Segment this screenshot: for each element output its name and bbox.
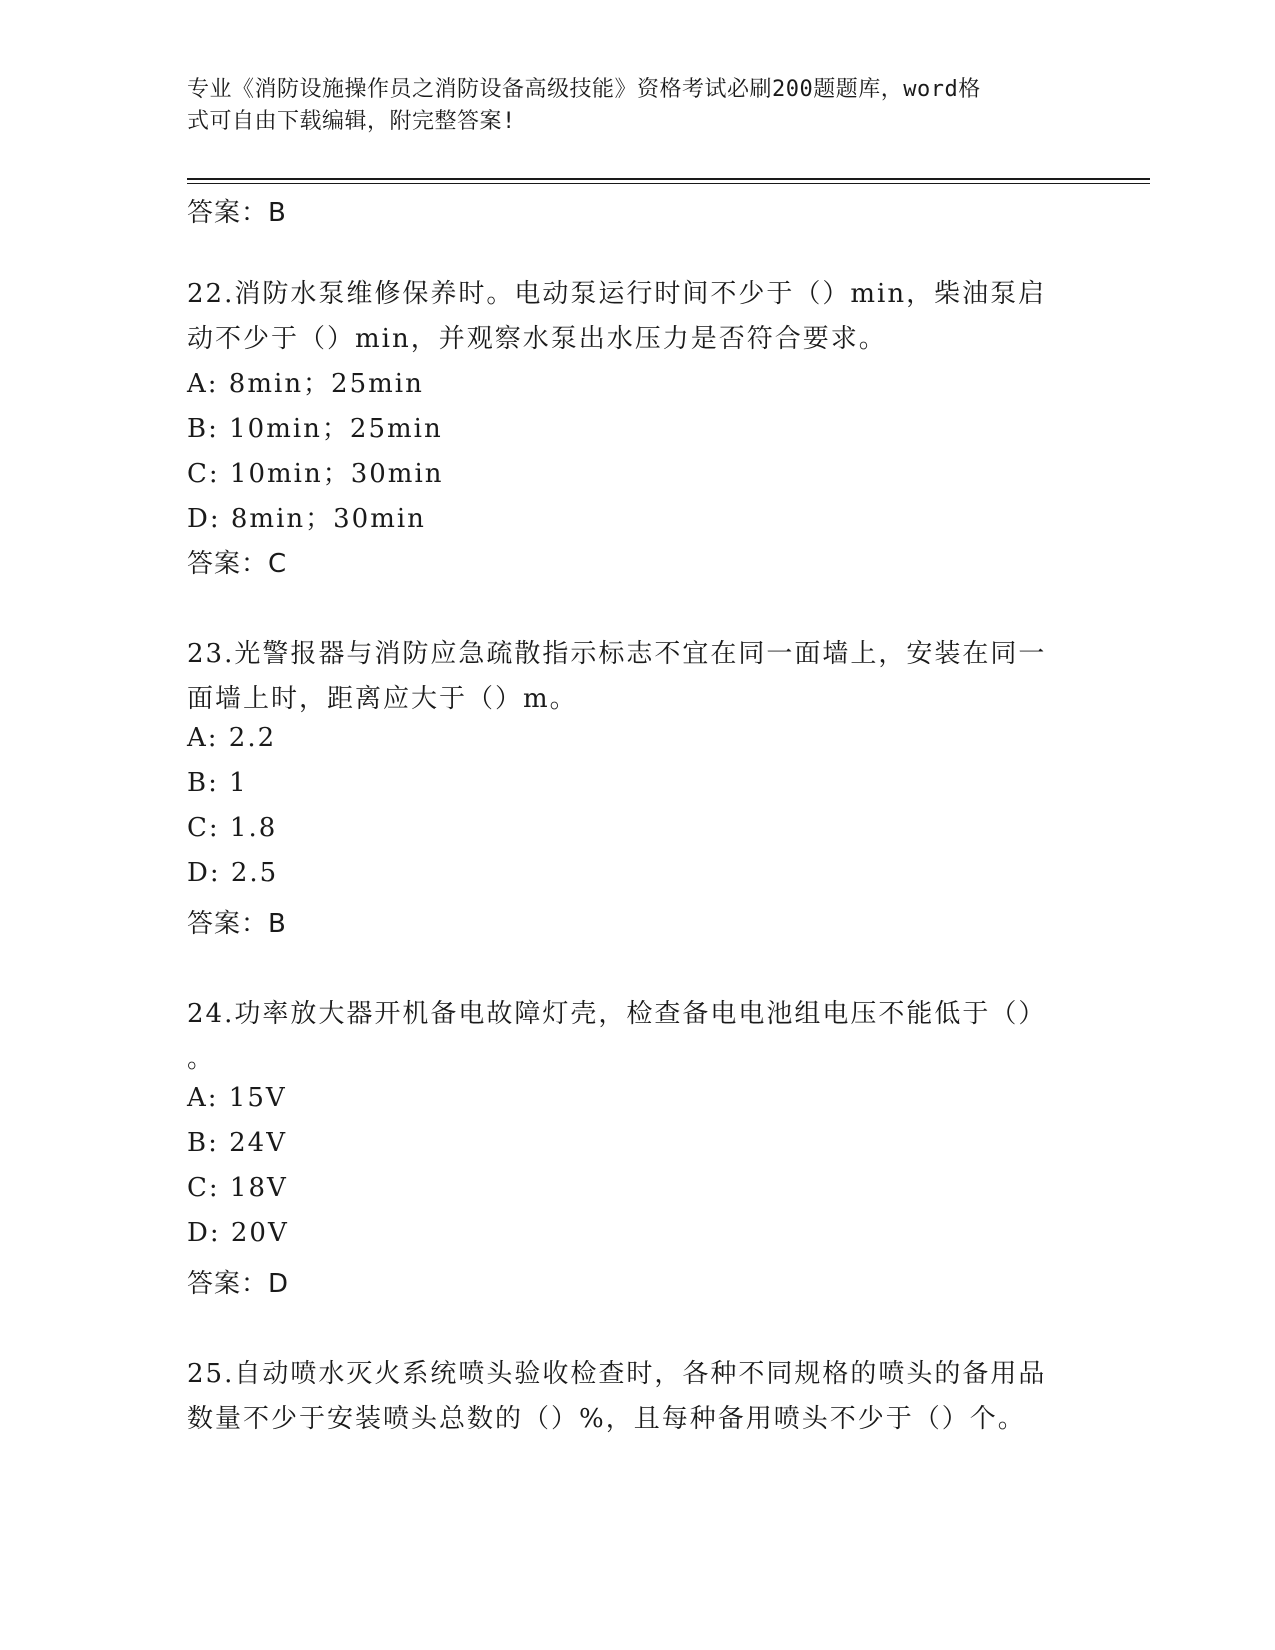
header-line-2: 式可自由下载编辑，附完整答案! — [187, 109, 516, 134]
question-23-option-b: B: 1 — [187, 768, 248, 798]
page-header — [187, 74, 1067, 138]
header-rule-thin — [187, 183, 1150, 184]
question-23-option-a: A: 2.2 — [187, 723, 277, 753]
question-24-line-1: 24.功率放大器开机备电故障灯壳，检查备电电池组电压不能低于（） — [187, 999, 1047, 1029]
question-23-option-c: C: 1.8 — [187, 813, 278, 843]
question-22-line-2: 动不少于（）min，并观察水泵出水压力是否符合要求。 — [187, 324, 887, 354]
question-24-line-2: 。 — [187, 1044, 216, 1074]
question-22-line-1: 22.消防水泵维修保养时。电动泵运行时间不少于（）min，柴油泵启 — [187, 279, 1047, 309]
answer-22: 答案：C — [187, 549, 288, 579]
question-23-option-d: D: 2.5 — [187, 858, 279, 888]
answer-21: 答案：B — [187, 198, 287, 228]
question-22-option-a: A: 8min；25min — [187, 369, 424, 399]
question-22-option-d: D: 8min；30min — [187, 504, 426, 534]
question-24-option-a: A: 15V — [187, 1083, 287, 1113]
question-25-line-1: 25.自动喷水灭火系统喷头验收检查时，各种不同规格的喷头的备用品 — [187, 1359, 1047, 1389]
question-22-option-c: C: 10min；30min — [187, 459, 444, 489]
header-rule — [187, 178, 1150, 180]
answer-23: 答案：B — [187, 909, 287, 939]
question-24-option-c: C: 18V — [187, 1173, 288, 1203]
question-22-option-b: B: 10min；25min — [187, 414, 443, 444]
header-line-1: 专业《消防设施操作员之消防设备高级技能》资格考试必刷200题题库，word格 — [187, 77, 981, 102]
answer-24: 答案：D — [187, 1269, 290, 1299]
question-24-option-d: D: 20V — [187, 1218, 289, 1248]
question-24-option-b: B: 24V — [187, 1128, 287, 1158]
question-23-line-2: 面墙上时，距离应大于（）m。 — [187, 684, 578, 714]
question-25-line-2: 数量不少于安装喷头总数的（）%，且每种备用喷头不少于（）个。 — [187, 1404, 1026, 1434]
question-23-line-1: 23.光警报器与消防应急疏散指示标志不宜在同一面墙上，安装在同一 — [187, 639, 1047, 669]
